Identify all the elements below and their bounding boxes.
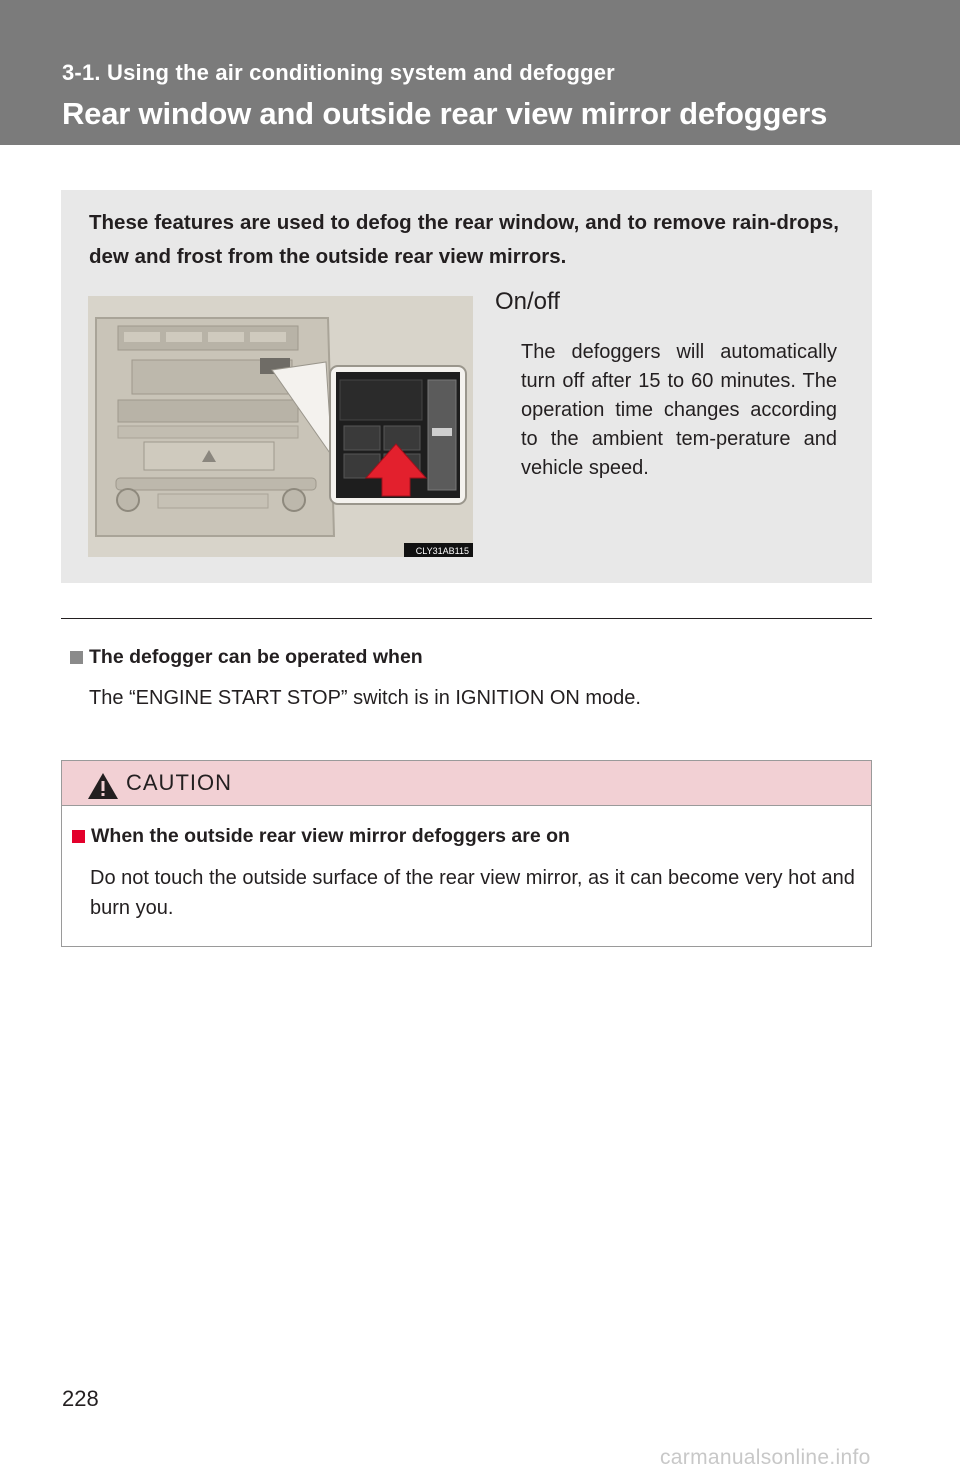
caution-heading-text: When the outside rear view mirror defoggers are on xyxy=(91,825,570,847)
watermark: carmanualsonline.info xyxy=(660,1446,871,1469)
climate-panel-drawing xyxy=(88,296,473,557)
note-heading xyxy=(70,646,423,669)
climate-panel-illustration xyxy=(88,296,473,557)
grey-square-bullet-icon xyxy=(70,651,83,664)
callout-text: The defoggers will automatically turn off after 15 to 60 minutes. The operation time changes according to the ambient tem-perature and vehicle speed. xyxy=(521,341,837,479)
intro-text: These features are used to defog the rear window, and to remove rain-drops, dew and frost from the outside rear view mirrors. xyxy=(89,211,839,268)
caution-box xyxy=(61,760,872,947)
page-title: Rear window and outside rear view mirror defoggers xyxy=(62,96,828,131)
page-header xyxy=(0,0,960,145)
intro-box xyxy=(61,190,872,583)
caution-label: CAUTION xyxy=(126,770,232,795)
section-title: 3-1. Using the air conditioning system and defogger xyxy=(62,60,615,85)
caution-text: Do not touch the outside surface of the rear view mirror, as it can become very hot and burn you. xyxy=(90,867,855,919)
warning-triangle-icon xyxy=(87,772,119,800)
caution-heading xyxy=(72,825,570,848)
page-number: 228 xyxy=(62,1386,99,1411)
red-square-bullet-icon xyxy=(72,830,85,843)
note-heading-text: The defogger can be operated when xyxy=(89,646,423,668)
section-divider xyxy=(61,618,872,619)
callout-title: On/off xyxy=(495,288,560,315)
caution-header xyxy=(62,761,871,806)
figure-code: CLY31AB115 xyxy=(415,546,469,556)
note-body: The “ENGINE START STOP” switch is in IGNITION ON mode. xyxy=(89,687,641,709)
